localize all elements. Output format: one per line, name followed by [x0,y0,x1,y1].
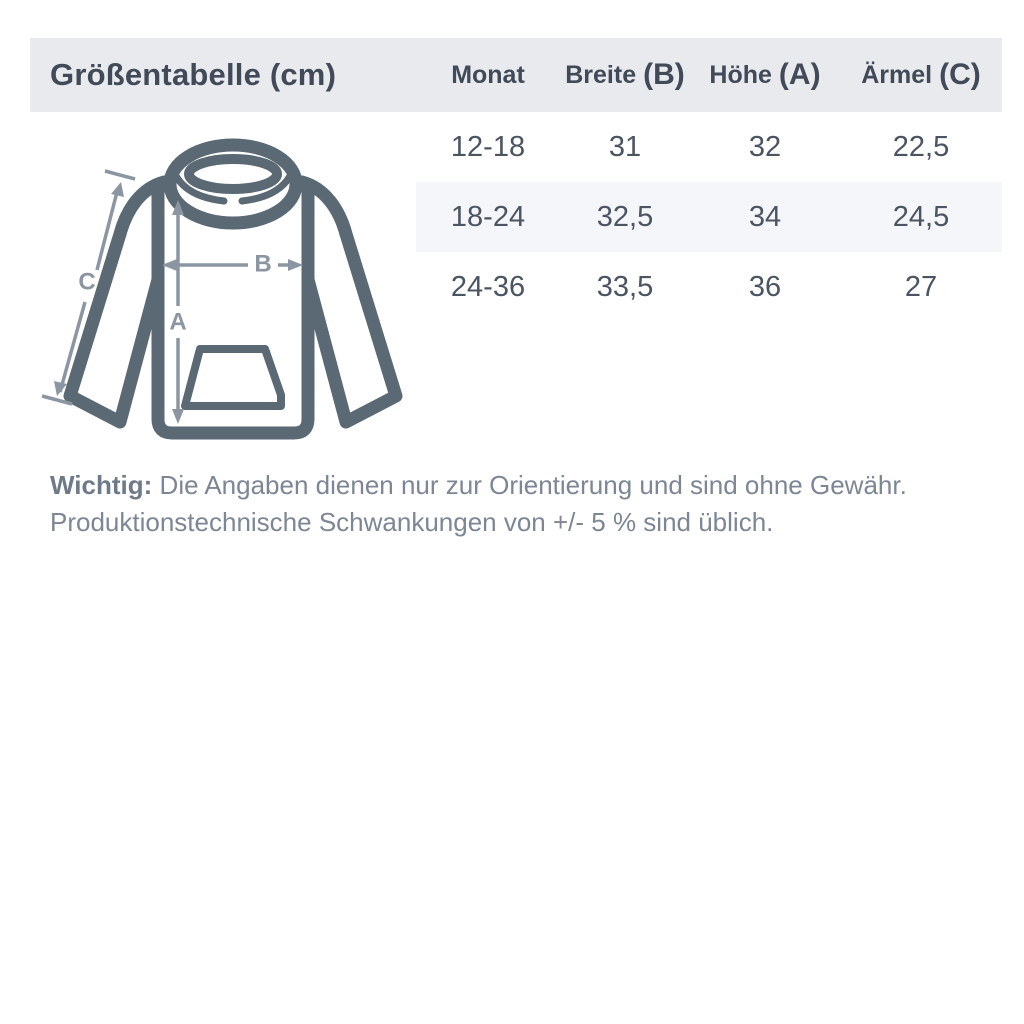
cell-aermel: 22,5 [892,130,950,163]
hoodie-pocket [185,349,281,406]
cell-aermel: 24,5 [892,200,950,233]
table-header-band [30,38,1002,112]
cell-aermel: 27 [904,270,938,303]
cell-monat: 18-24 [450,200,526,233]
column-header-aermel [840,38,1002,112]
cell-hoehe: 36 [748,270,782,303]
cell-breite: 33,5 [596,270,654,303]
label-b: B [254,250,272,278]
column-header-letter: (A) [778,58,821,91]
column-header-hoehe [690,38,840,112]
label-c: C [78,268,96,296]
cell-hoehe: 32 [748,130,782,163]
column-header-letter: (C) [939,58,981,91]
table-body [416,112,1002,322]
note-line-2: Produktionstechnische Schwankungen von +/- 5 % sind üblich. [50,507,774,537]
cell-monat: 12-18 [450,130,526,163]
cell-hoehe: 34 [748,200,782,233]
table-row [416,112,1002,182]
cell-monat: 24-36 [450,270,526,303]
cell-breite: 31 [608,130,642,163]
table-header-row [416,38,1002,112]
cell-breite: 32,5 [596,200,654,233]
column-header-monat [416,38,560,112]
note-text-1: Die Angaben dienen nur zur Orientierung und sind ohne Gewähr. [152,470,907,500]
column-header-label: Breite [565,60,637,89]
hoodie-right-sleeve [302,182,396,422]
label-a: A [169,308,187,336]
page-title: Größentabelle (cm) [50,57,337,92]
hoodie-measurement-diagram [30,130,430,460]
note-prefix: Wichtig: [50,470,153,500]
table-row [416,252,1002,322]
column-header-label: Ärmel [861,60,933,89]
column-header-letter: (B) [643,58,685,91]
disclaimer-note [50,467,980,541]
hood-opening [189,159,277,189]
arrowhead-c-top [111,182,124,197]
column-header-label: Höhe [709,60,772,89]
column-header-label: Monat [451,60,525,89]
table-row [416,182,1002,252]
column-header-breite [560,38,690,112]
note-line-1 [50,467,980,504]
